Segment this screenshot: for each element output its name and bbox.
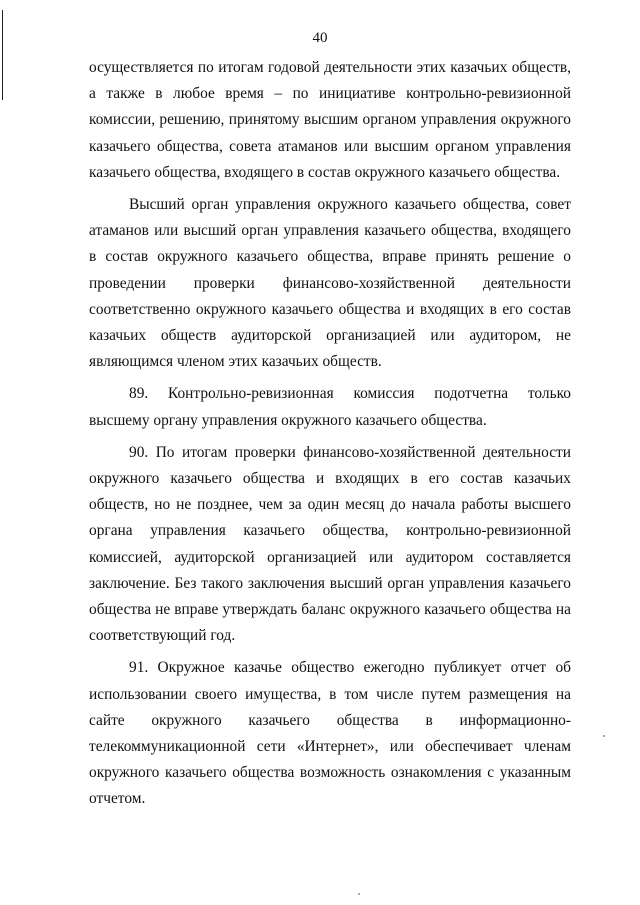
scan-speck: [603, 735, 605, 737]
paragraph-90: 90. По итогам проверки финансово-хозяйственной деятельности окружного казачьего общества и входящих в его состав казачьих обществ, но не позднее, чем за один месяц до начала работы высшего органа управления казачьего общества, контрольно-ревизионной комиссией, аудиторской организацией или аудитором составляется заключение. Без такого заключения высший орган управления казачьего общества не вправе утверждать баланс окружного казачьего общества на соответствующий год.: [89, 443, 571, 645]
scan-speck: [358, 893, 360, 895]
paragraph-audit-decision: Высший орган управления окружного казачьего общества, совет атаманов или высший орган управления казачьего общества, входящего в состав окружного казачьего общества, вправе принять решение о проведении проверки финансово-хозяйственной деятельности соответственно окружного казачьего общества и входящих в его состав казачьих обществ аудиторской организацией или аудитором, не являющимся членом этих казачьих обществ.: [89, 196, 571, 371]
document-body: [89, 55, 571, 813]
paragraph-89: 89. Контрольно-ревизионная комиссия подотчетна только высшему органу управления окружного казачьего общества.: [89, 385, 571, 429]
page-number: 40: [312, 30, 328, 46]
scan-edge-line: [2, 10, 3, 100]
paragraph-continuation: осуществляется по итогам годовой деятельности этих казачьих обществ, а также в любое время – по инициативе контрольно-ревизионной комиссии, решению, принятому высшим органом управления окружного казачьего общества, совета атаманов или высшим органом управления казачьего общества, входящего в состав окружного казачьего общества.: [89, 59, 571, 181]
paragraph-91: 91. Окружное казачье общество ежегодно публикует отчет об использовании своего имущества, в том числе путем размещения на сайте окружного казачьего общества в информационно-телекоммуникационной сети «Интернет», или обеспечивает членам окружного казачьего общества возможность ознакомления с указанным отчетом.: [89, 659, 571, 808]
